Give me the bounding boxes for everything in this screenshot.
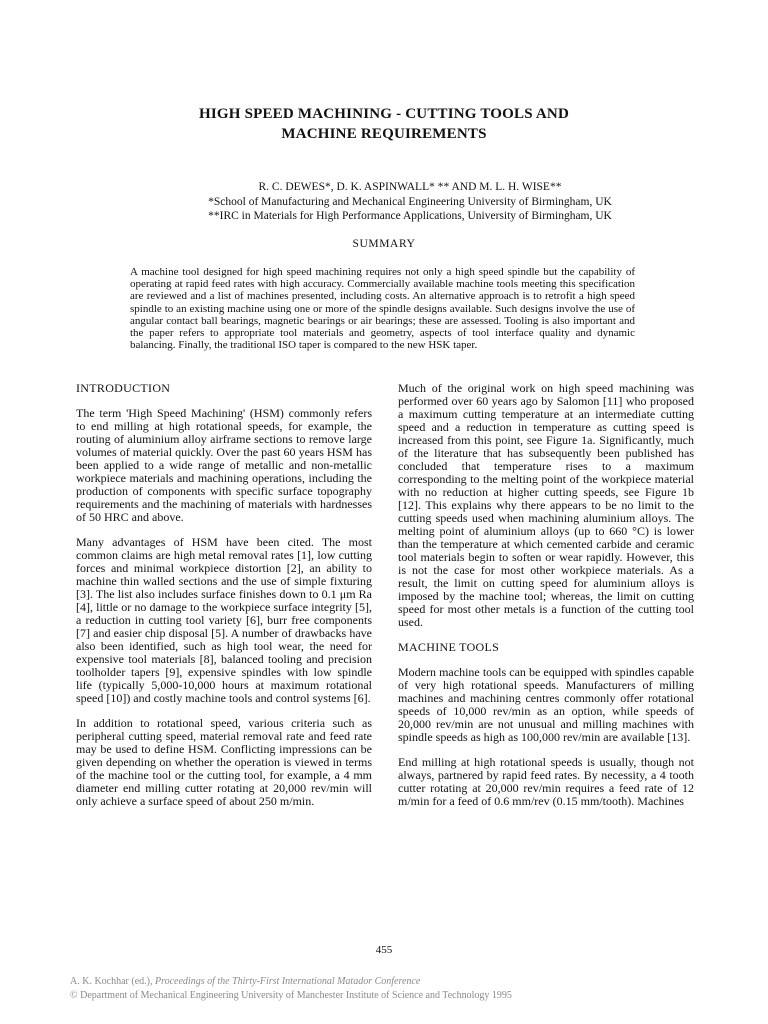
- footer-editor: A. K. Kochhar (ed.),: [70, 976, 155, 987]
- right-column: [398, 382, 694, 820]
- footer-citation: [70, 975, 730, 989]
- paragraph: The term 'High Speed Machining' (HSM) commonly refers to end milling at high rotational speeds, for example, the routing of aluminium alloy airframe sections to remove large volumes of material quickly. Over the past 60 years HSM has been applied to a wide range of metallic and non-metallic workpiece materials and machining operations, including the production of components with specific surface topography requirements and the machining of materials with hardnesses of 50 HRC and above.: [76, 406, 372, 524]
- author-names: R. C. DEWES*, D. K. ASPINWALL* ** AND M. L. H. WISE**: [258, 181, 562, 193]
- affiliation-2: **IRC in Materials for High Performance Applications, University of Birmingham, UK: [208, 210, 612, 222]
- left-column: [76, 382, 372, 820]
- summary-heading: SUMMARY: [352, 238, 416, 250]
- paragraph: Modern machine tools can be equipped with spindles capable of very high rotational speeds. Manufacturers of milling machines and machining centres commonly offer rotational speeds of 10,000 rev/min as an option, while speeds of 20,000 rev/min are not unusual and milling machines with spindle speeds as high as 100,000 rev/min are available [13].: [398, 665, 694, 744]
- author-block: [100, 180, 720, 224]
- paragraph: Many advantages of HSM have been cited. The most common claims are high metal removal rates [1], low cutting forces and minimal workpiece distortion [2], an ability to machine thin walled sections and the use of simple fixturing [3]. The list also includes surface finishes down to 0.1 μm Ra [4], little or no damage to the workpiece surface integrity [5], a reduction in cutting tool variety [6], burr free components [7] and easier chip disposal [5]. A number of drawbacks have also been identified, such as high tool wear, the need for expensive tool materials [8], balanced tooling and precision toolholder tapers [9], expensive spindles with low spindle life (typically 5,000-10,000 hours at maximum rotational speed [10]) and costly machine tools and control systems [6].: [76, 535, 372, 705]
- footer: [70, 975, 730, 1003]
- paper-title: [100, 104, 668, 144]
- footer-proceedings: Proceedings of the Thirty-First International Matador Conference: [154, 976, 421, 987]
- paragraph: In addition to rotational speed, various criteria such as peripheral cutting speed, material removal rate and feed rate may be used to define HSM. Conflicting impressions can be given depending on whether the operation is viewed in terms of the machine tool or the cutting tool, for example, a 4 mm diameter end milling cutter rotating at 20,000 rev/min will only achieve a surface speed of about 250 m/min.: [76, 716, 372, 808]
- paragraph: End milling at high rotational speeds is usually, though not always, partnered by rapid feed rates. By necessity, a 4 tooth cutter rotating at 20,000 rev/min requires a feed rate of 12 m/min for a feed of 0.6 mm/rev (0.15 mm/tooth). Machines: [398, 755, 694, 808]
- footer-copyright: © Department of Mechanical Engineering University of Manchester Institute of Science and Technology 1995: [70, 990, 512, 1001]
- title-line-2: MACHINE REQUIREMENTS: [281, 126, 487, 142]
- paragraph: Much of the original work on high speed machining was performed over 60 years ago by Salomon [11] who proposed a maximum cutting temperature at an intermediate cutting speed and a reduction in temperature as cutting speed is increased from this point, see Figure 1a. Significantly, much of the literature that has subsequently been published has concluded that temperature rises to a maximum corresponding to the melting point of the workpiece material with no reduction at higher cutting speeds, see Figure 1b [12]. This explains why there appears to be no limit to the cutting speeds used when machining aluminium alloys. The melting point of aluminium alloys (up to 660 °C) is lower than the temperature at which cemented carbide and ceramic tool materials begin to soften or wear rapidly. However, this is not the case for most other workpiece materials. As a result, the limit on cutting speed for aluminium alloys is imposed by the machine tool; whereas, the limit on cutting speed for most other metals is a function of the cutting tool used.: [398, 381, 694, 629]
- page-number: 455: [375, 944, 393, 956]
- section-heading-introduction: INTRODUCTION: [76, 381, 171, 395]
- summary-text: A machine tool designed for high speed machining requires not only a high speed spindle but the capability of operating at rapid feed rates with high accuracy. Commercially available machine tools meeting this specification are reviewed and a list of machines presented, including costs. An alternative approach is to retrofit a high speed spindle to an existing machine using one or more of the spindle designs available. Such designs involve the use of angular contact ball bearings, magnetic bearings or air bearings; these are assessed. Tooling is also important and the paper refers to appropriate tool materials and geometry, aspects of tool interface quality and dynamic balancing. Finally, the traditional ISO taper is compared to the new HSK taper.: [130, 266, 635, 352]
- title-line-1: HIGH SPEED MACHINING - CUTTING TOOLS AND: [198, 106, 569, 122]
- section-heading-machine-tools: MACHINE TOOLS: [398, 640, 500, 654]
- affiliation-1: *School of Manufacturing and Mechanical Engineering University of Birmingham, UK: [208, 195, 612, 208]
